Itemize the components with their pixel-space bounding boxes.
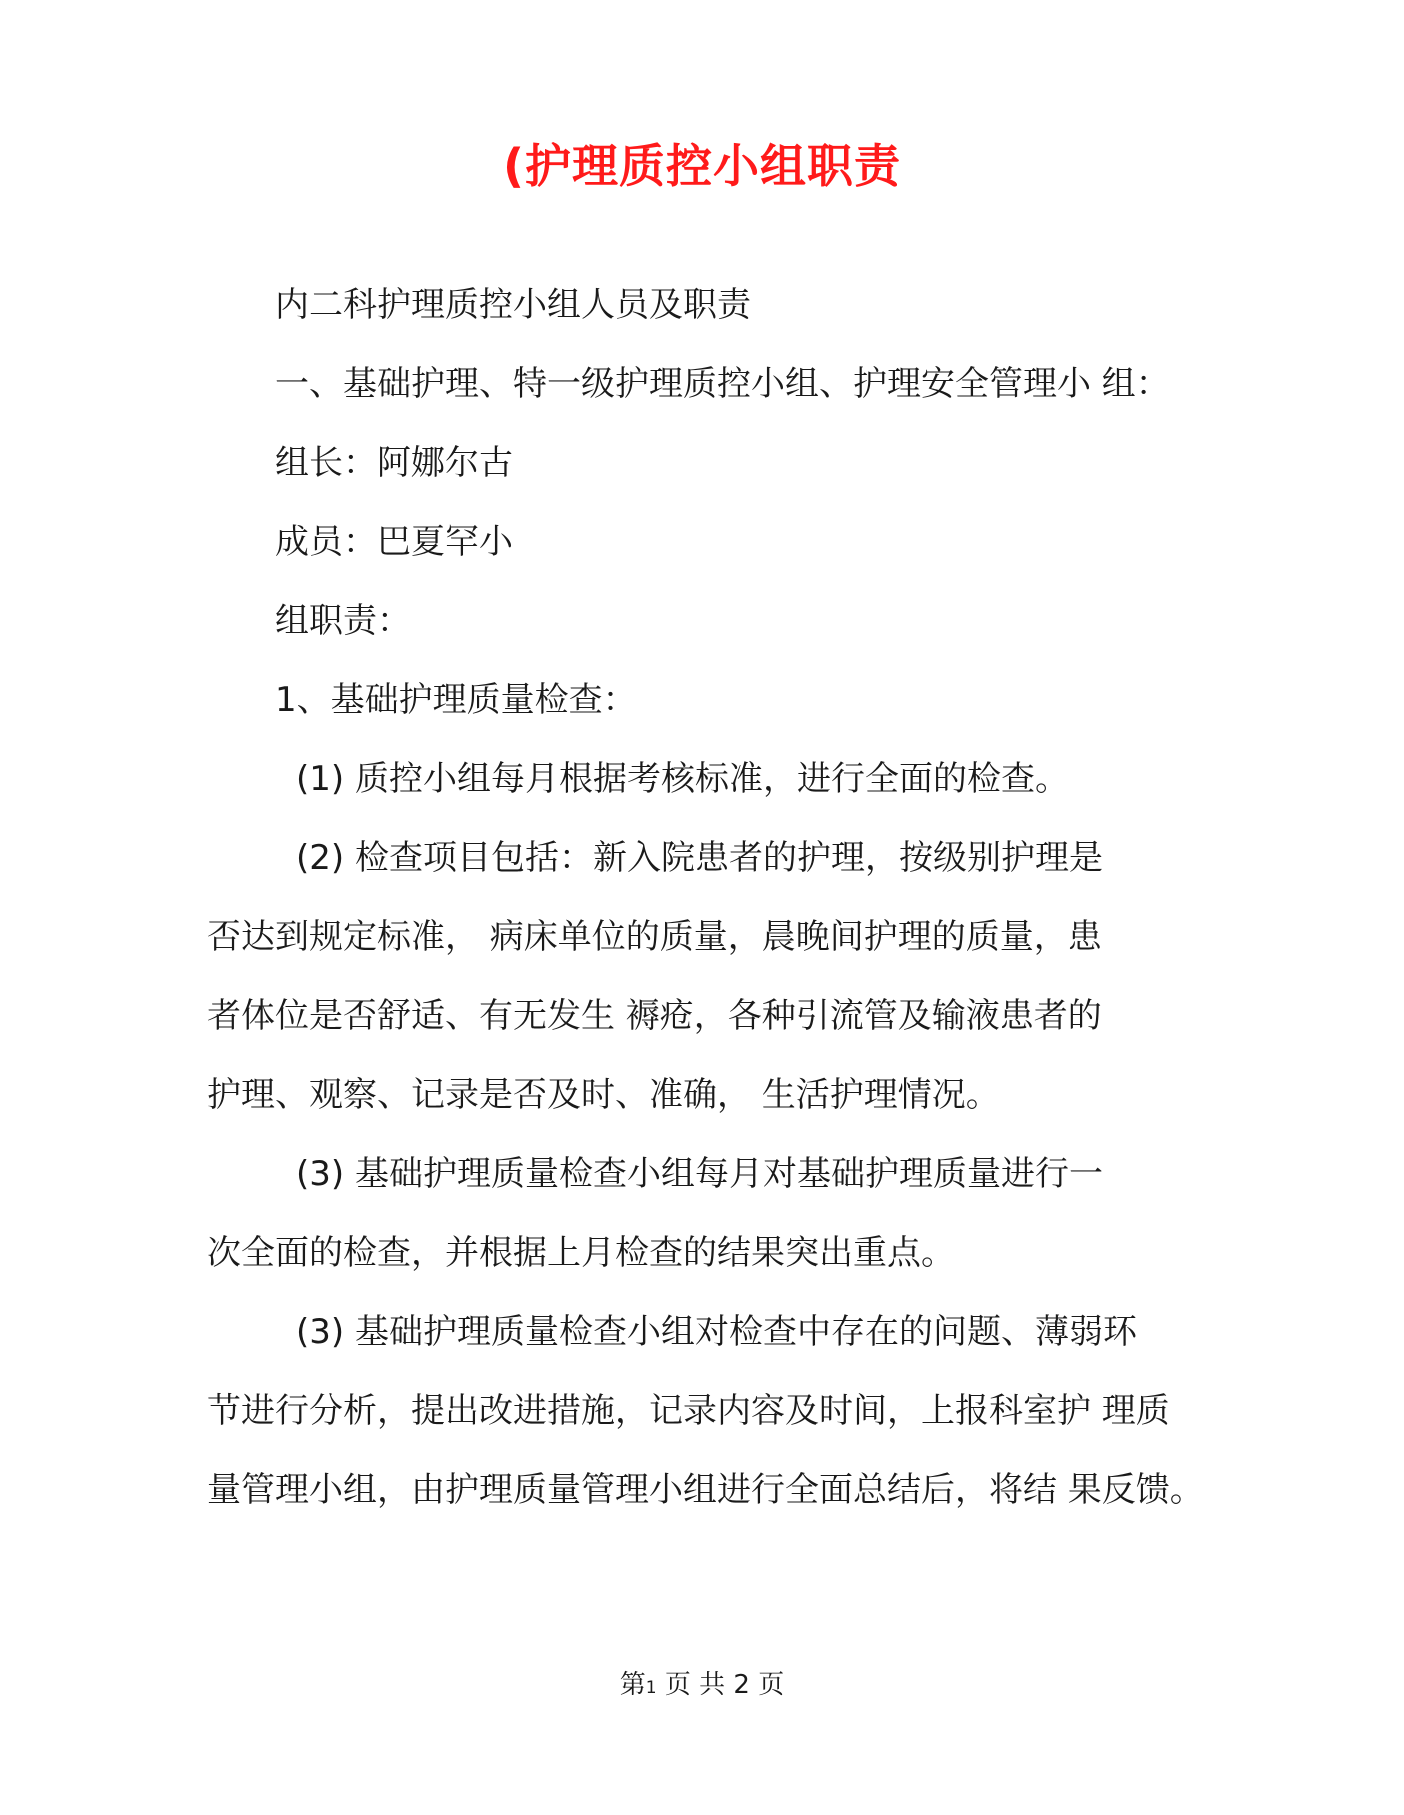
body-line: (1) 质控小组每月根据考核标准，进行全面的检查。 [296,759,1069,799]
body-line: 组长：阿娜尔古 [275,443,513,483]
body-line: 成员：巴夏罕小 [275,522,513,562]
body-line: (2) 检查项目包括：新入院患者的护理，按级别护理是 [296,838,1103,878]
footer-suffix: 页 共 2 页 [664,1670,785,1700]
body-line: 量管理小组，由护理质量管理小组进行全面总结后，将结 果反馈。 [207,1470,1204,1510]
body-line: 内二科护理质控小组人员及职责 [275,285,751,325]
body-line: 节进行分析，提出改进措施，记录内容及时间，上报科室护 理质 [207,1391,1170,1431]
body-line: (3) 基础护理质量检查小组对检查中存在的问题、薄弱环 [296,1312,1137,1352]
body-line: 1、基础护理质量检查： [275,680,637,720]
document-title: (护理质控小组职责 [502,139,902,193]
body-line: 护理、观察、记录是否及时、准确， 生活护理情况。 [207,1075,1000,1115]
body-line: 组职责： [275,601,411,641]
body-line: 否达到规定标准， 病床单位的质量，晨晚间护理的质量，患 [207,917,1102,957]
footer-page-number: 1 [645,1678,657,1698]
body-line: 者体位是否舒适、有无发生 褥疮，各种引流管及输液患者的 [207,996,1102,1036]
body-line: 次全面的检查，并根据上月检查的结果突出重点。 [207,1233,955,1273]
body-line: (3) 基础护理质量检查小组每月对基础护理质量进行一 [296,1154,1103,1194]
page-footer [0,1668,1404,1705]
body-line: 一、基础护理、特一级护理质控小组、护理安全管理小 组： [275,364,1170,404]
footer-prefix: 第 [619,1670,646,1700]
